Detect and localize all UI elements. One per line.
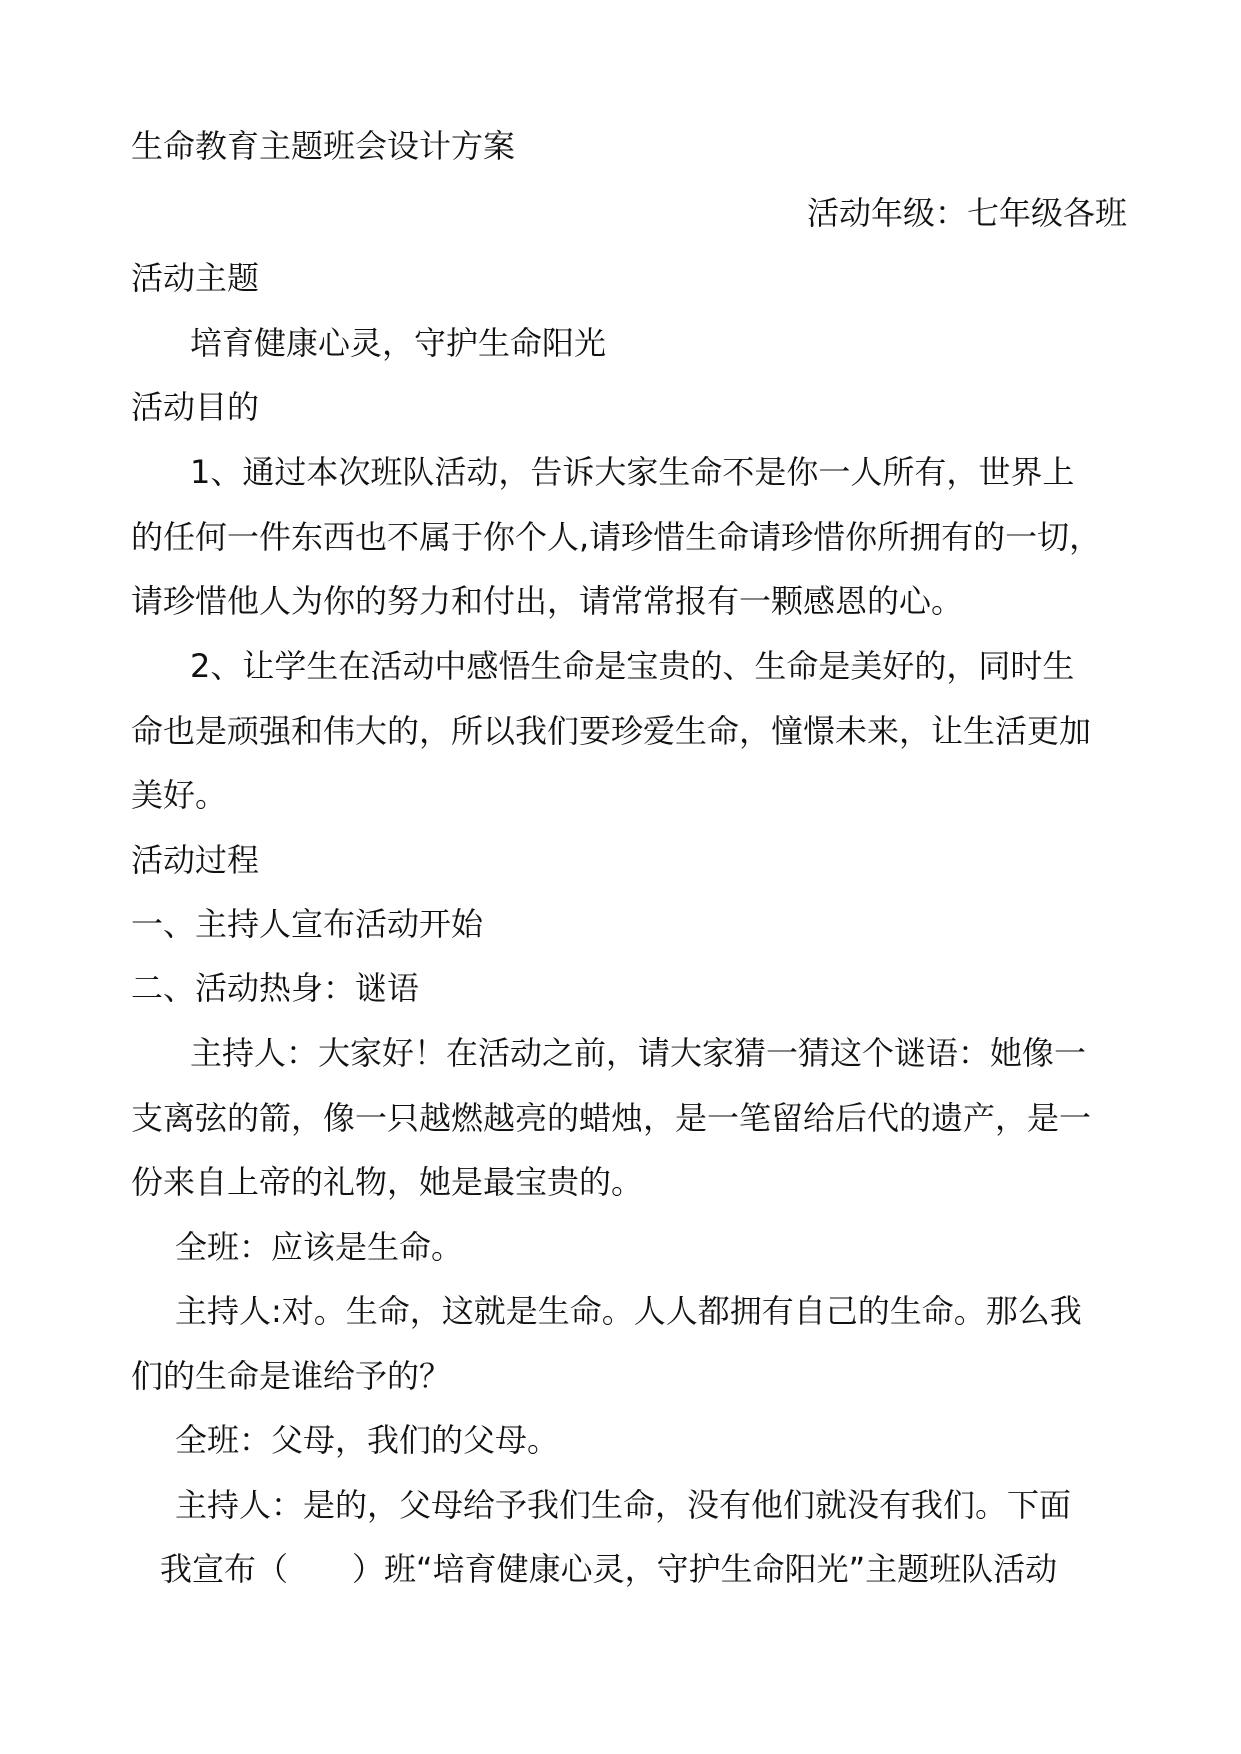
goal-2-line-3: 美好。 <box>131 776 228 814</box>
host-dialogue-3-line-2: 我宣布（ ）班“培育健康心灵，守护生命阳光”主题班队活动 <box>160 1550 1058 1588</box>
activity-grade: 活动年级：七年级各班 <box>806 194 1127 232</box>
host-dialogue-1-line-3: 份来自上帝的礼物，她是最宝贵的。 <box>131 1163 644 1201</box>
class-response-2: 全班：父母，我们的父母。 <box>175 1421 560 1459</box>
goal-2-line-2: 命也是顽强和伟大的，所以我们要珍爱生命，憧憬未来，让生活更加 <box>131 712 1092 750</box>
goal-1-line-2: 的任何一件东西也不属于你个人,请珍惜生命请珍惜你所拥有的一切， <box>131 518 1102 556</box>
class-response-1: 全班：应该是生命。 <box>175 1228 464 1266</box>
section-heading-process: 活动过程 <box>131 841 260 879</box>
theme-text: 培育健康心灵，守护生命阳光 <box>190 324 607 362</box>
goal-1-line-3: 请珍惜他人为你的努力和付出，请常常报有一颗感恩的心。 <box>131 582 964 620</box>
process-step-1: 一、主持人宣布活动开始 <box>131 905 484 943</box>
process-step-2: 二、活动热身：谜语 <box>131 969 420 1007</box>
section-heading-theme: 活动主题 <box>131 259 260 297</box>
host-dialogue-3-line-1: 主持人：是的，父母给予我们生命，没有他们就没有我们。下面 <box>175 1486 1072 1524</box>
goal-2-line-1: 2、让学生在活动中感悟生命是宝贵的、生命是美好的，同时生 <box>190 647 1075 685</box>
host-dialogue-2-line-2: 们的生命是谁给予的？ <box>131 1357 452 1395</box>
host-dialogue-1-line-1: 主持人：大家好！在活动之前，请大家猜一猜这个谜语：她像一 <box>190 1034 1087 1072</box>
section-heading-goal: 活动目的 <box>131 388 260 426</box>
document-title: 生命教育主题班会设计方案 <box>131 127 516 165</box>
host-dialogue-1-line-2: 支离弦的箭，像一只越燃越亮的蜡烛，是一笔留给后代的遗产，是一 <box>131 1099 1092 1137</box>
host-dialogue-2-line-1: 主持人:对。生命，这就是生命。人人都拥有自己的生命。那么我 <box>175 1292 1082 1330</box>
goal-1-line-1: 1、通过本次班队活动，告诉大家生命不是你一人所有，世界上 <box>190 453 1075 491</box>
